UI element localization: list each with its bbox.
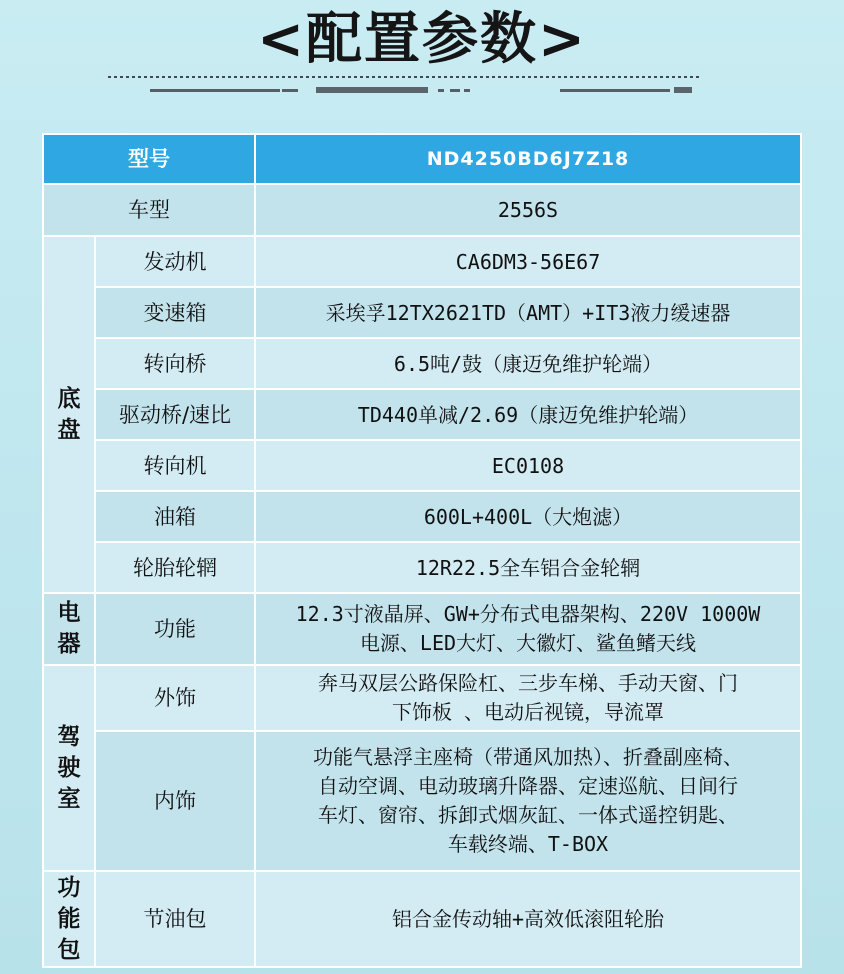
row-value: 600L+400L（大炮滤） xyxy=(255,491,801,542)
row-label: 转向机 xyxy=(95,440,255,491)
table-row xyxy=(43,287,801,338)
group-label-fuel-package: 功 能 包 xyxy=(43,871,95,967)
table-row xyxy=(43,389,801,440)
group-label-cab: 驾 驶 室 xyxy=(43,665,95,871)
row-value: 12R22.5全车铝合金轮辋 xyxy=(255,542,801,593)
table-row xyxy=(43,184,801,236)
group-label-electrical: 电 器 xyxy=(43,593,95,665)
row-label: 驱动桥/速比 xyxy=(95,389,255,440)
row-value: 功能气悬浮主座椅（带通风加热）、折叠副座椅、 自动空调、电动玻璃升降器、定速巡航、日间行 车灯、窗帘、拆卸式烟灰缸、一体式遥控钥匙、 车载终端、T-BOX xyxy=(255,731,801,871)
row-label: 轮胎轮辋 xyxy=(95,542,255,593)
row-label: 转向桥 xyxy=(95,338,255,389)
header-label: 型号 xyxy=(43,134,255,184)
table-row xyxy=(43,731,801,871)
row-label: 油箱 xyxy=(95,491,255,542)
table-row xyxy=(43,236,801,287)
row-label: 车型 xyxy=(43,184,255,236)
row-value: 铝合金传动轴+高效低滚阻轮胎 xyxy=(255,871,801,967)
header-value: ND4250BD6J7Z18 xyxy=(255,134,801,184)
row-value: EC0108 xyxy=(255,440,801,491)
row-value: 奔马双层公路保险杠、三步车梯、手动天窗、门 下饰板 、电动后视镜，导流罩 xyxy=(255,665,801,731)
row-label: 变速箱 xyxy=(95,287,255,338)
row-label: 发动机 xyxy=(95,236,255,287)
table-row xyxy=(43,665,801,731)
page-title: <配置参数> xyxy=(257,7,587,72)
table-row xyxy=(43,542,801,593)
row-value: 2556S xyxy=(255,184,801,236)
row-label: 内饰 xyxy=(95,731,255,871)
table-header-row xyxy=(43,134,801,184)
row-label: 功能 xyxy=(95,593,255,665)
table-row xyxy=(43,491,801,542)
spec-table xyxy=(42,133,802,968)
row-value: TD440单减/2.69（康迈免维护轮端） xyxy=(255,389,801,440)
table-row xyxy=(43,593,801,665)
row-value: CA6DM3-56E67 xyxy=(255,236,801,287)
table-row xyxy=(43,871,801,967)
table-row xyxy=(43,440,801,491)
row-value: 采埃孚12TX2621TD（AMT）+IT3液力缓速器 xyxy=(255,287,801,338)
row-value: 12.3寸液晶屏、GW+分布式电器架构、220V 1000W 电源、LED大灯、大徽灯、鲨鱼鳍天线 xyxy=(255,593,801,665)
title-divider xyxy=(0,72,844,102)
table-row xyxy=(43,338,801,389)
group-label-chassis: 底 盘 xyxy=(43,236,95,593)
row-label: 外饰 xyxy=(95,665,255,731)
row-label: 节油包 xyxy=(95,871,255,967)
row-value: 6.5吨/鼓（康迈免维护轮端） xyxy=(255,338,801,389)
